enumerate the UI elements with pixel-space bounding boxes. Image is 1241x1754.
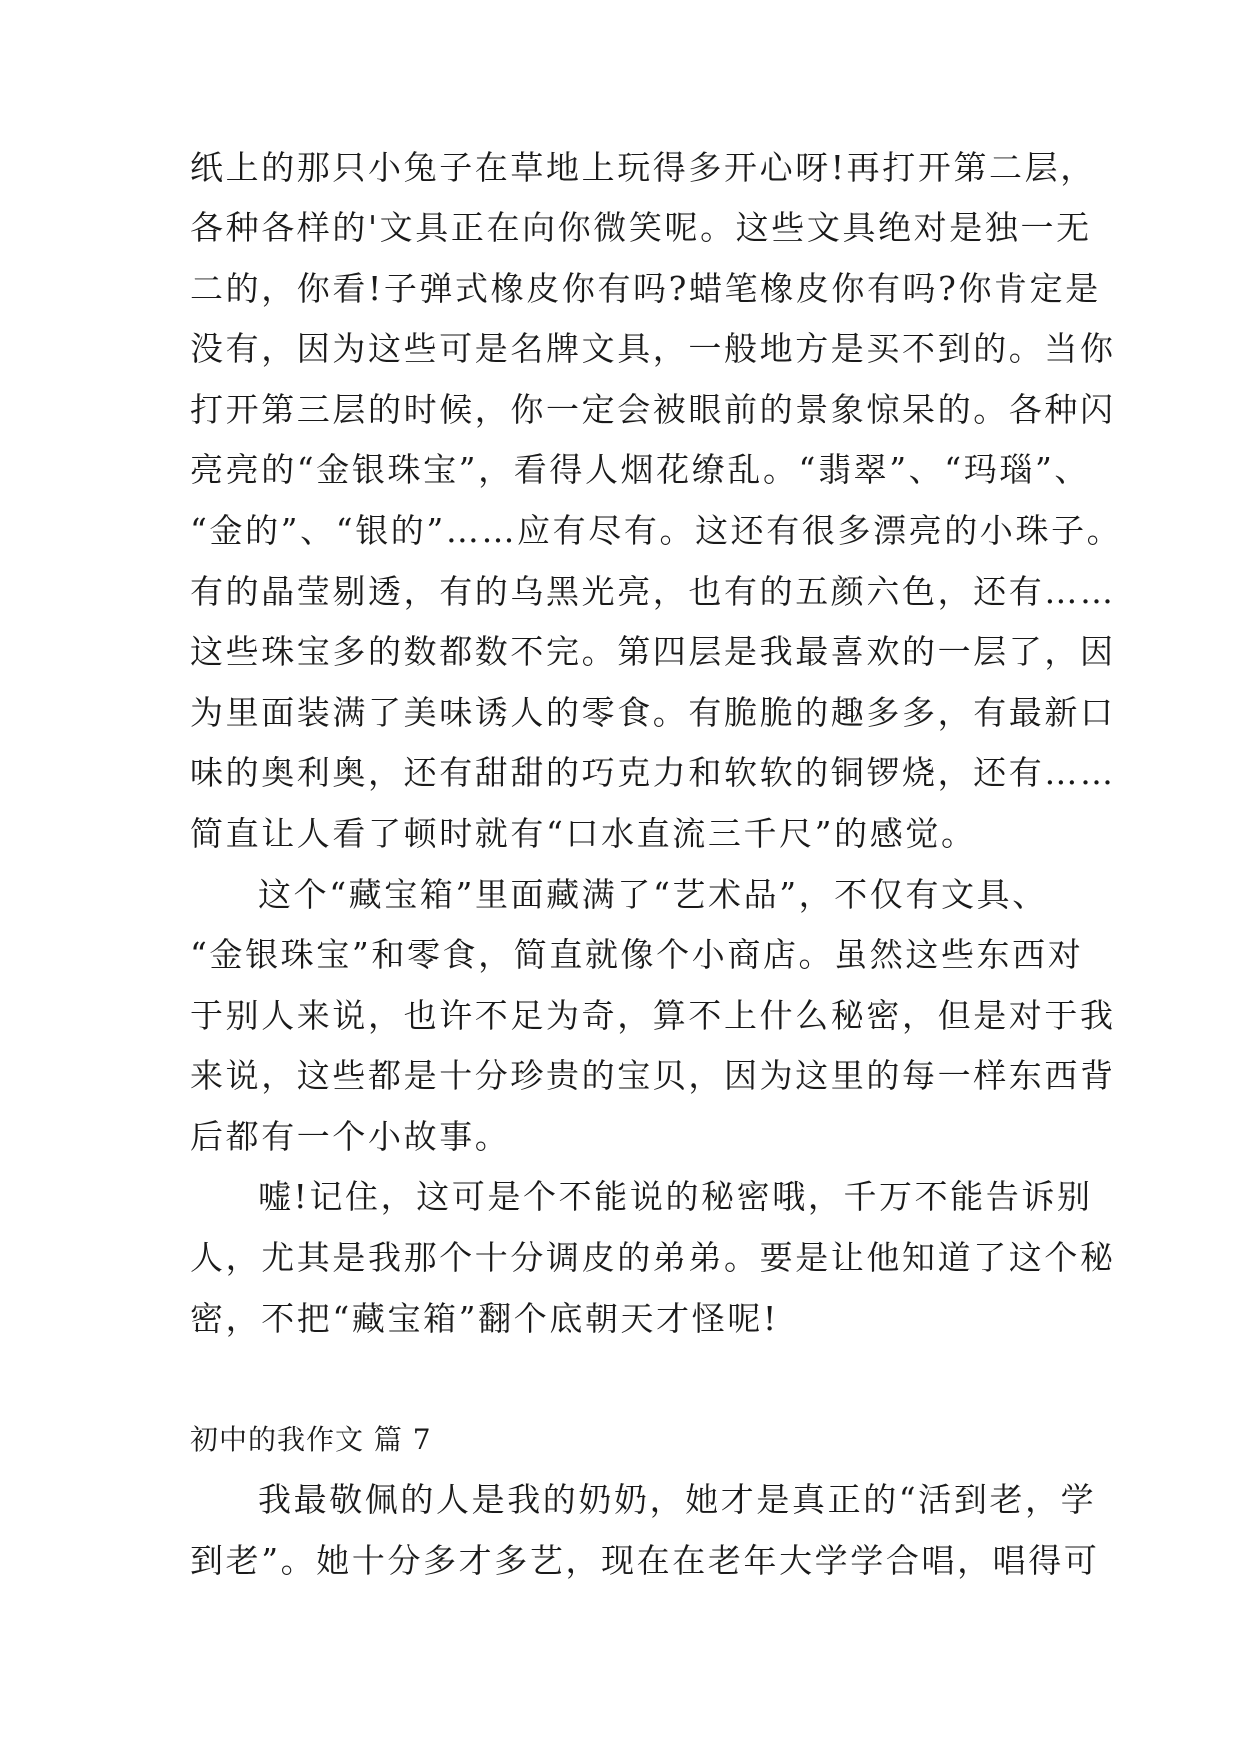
text-line: “金银珠宝”和零食，简直就像个小商店。虽然这些东西对 [190,935,1084,974]
text-line: 这个“藏宝箱”里面藏满了“艺术品”，不仅有文具、 [258,875,1048,914]
text-line: 纸上的那只小兔子在草地上玩得多开心呀!再打开第二层， [190,148,1096,187]
text-line: “金的”、“银的”……应有尽有。这还有很多漂亮的小珠子。 [190,511,1123,550]
text-line: 人，尤其是我那个十分调皮的弟弟。要是让他知道了这个秘 [190,1238,1116,1277]
text-line: 嘘!记住，这可是个不能说的秘密哦，千万不能告诉别 [258,1177,1093,1216]
text-line: 亮亮的“金银珠宝”，看得人烟花缭乱。“翡翠”、“玛瑙”、 [190,450,1091,489]
text-line: 简直让人看了顿时就有“口水直流三千尺”的感觉。 [190,814,977,853]
text-line: 有的晶莹剔透，有的乌黑光亮，也有的五颜六色，还有…… [190,572,1116,611]
section-heading: 初中的我作文 篇 7 [190,1423,432,1456]
text-line: 到老”。她十分多才多艺，现在在老年大学学合唱，唱得可 [190,1541,1100,1580]
text-line: 各种各样的'文具正在向你微笑呢。这些文具绝对是独一无 [190,208,1092,247]
text-line: 于别人来说，也许不足为奇，算不上什么秘密，但是对于我 [190,996,1116,1035]
text-line: 我最敬佩的人是我的奶奶，她才是真正的“活到老，学 [258,1480,1097,1519]
text-line: 密，不把“藏宝箱”翻个底朝天才怪呢! [190,1299,779,1338]
text-line: 打开第三层的时候，你一定会被眼前的景象惊呆的。各种闪 [190,390,1116,429]
text-line: 后都有一个小故事。 [190,1117,511,1156]
text-line: 来说，这些都是十分珍贵的宝贝，因为这里的每一样东西背 [190,1056,1116,1095]
text-line: 这些珠宝多的数都数不完。第四层是我最喜欢的一层了，因 [190,632,1116,671]
text-line: 味的奥利奥，还有甜甜的巧克力和软软的铜锣烧，还有…… [190,753,1116,792]
text-line: 二的，你看!子弹式橡皮你有吗?蜡笔橡皮你有吗?你肯定是 [190,269,1101,308]
text-line: 没有，因为这些可是名牌文具，一般地方是买不到的。当你 [190,329,1116,368]
text-line: 为里面装满了美味诱人的零食。有脆脆的趣多多，有最新口 [190,693,1116,732]
